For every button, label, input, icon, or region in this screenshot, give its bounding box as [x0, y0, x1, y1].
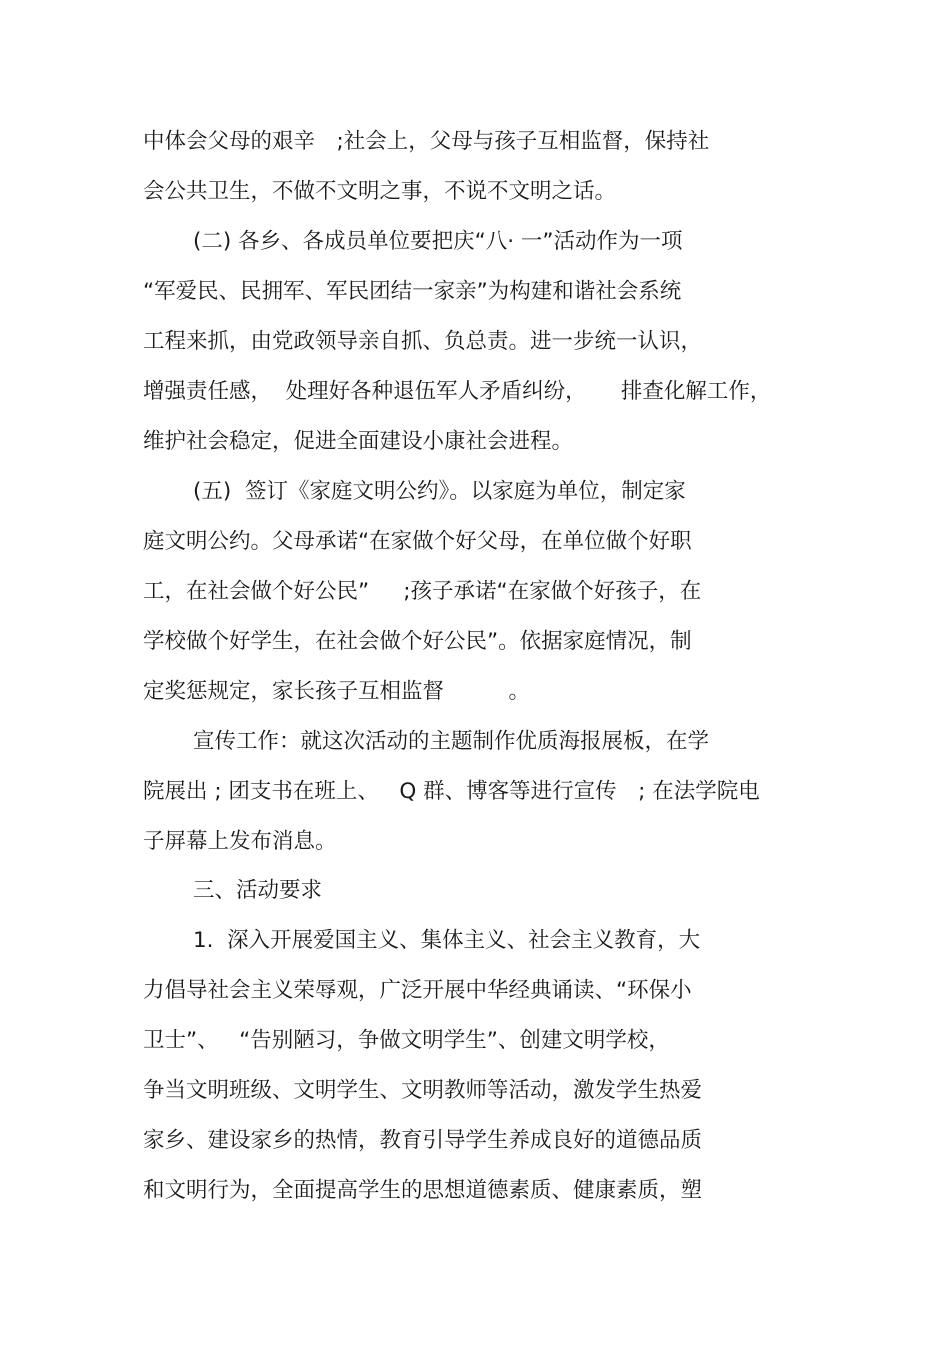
text-line: “军爱民、民拥军、军民团结一家亲”为构建和谐社会系统 — [143, 279, 682, 304]
text-line: 1. 深入开展爱国主义、集体主义、社会主义教育，大 — [193, 928, 701, 953]
text-line: 增强责任感， 处理好各种退伍军人矛盾纠纷， 排查化解工作， — [143, 379, 772, 404]
text-line: 中体会父母的艰辛 ;社会上，父母与孩子互相监督，保持社 — [143, 129, 710, 154]
text-line: 定奖惩规定，家长孩子互相监督 。 — [143, 679, 531, 704]
text-line: 会公共卫生，不做不文明之事，不说不文明之话。 — [143, 179, 617, 204]
text-line: 工，在社会做个好公民” ;孩子承诺“在家做个好孩子，在 — [143, 579, 702, 604]
text-line: 家乡、建设家乡的热情，教育引导学生养成良好的道德品质 — [143, 1128, 703, 1153]
text-line: (二) 各乡、各成员单位要把庆“八· 一”活动作为一项 — [193, 229, 683, 254]
text-line: 和文明行为，全面提高学生的思想道德素质、健康素质，塑 — [143, 1178, 703, 1203]
text-line: 工程来抓，由党政领导亲自抓、负总责。进一步统一认识， — [143, 329, 703, 354]
text-line: 宣传工作：就这次活动的主题制作优质海报展板，在学 — [193, 729, 710, 754]
text-line: 庭文明公约。父母承诺“在家做个好父母，在单位做个好职 — [143, 529, 692, 554]
text-line: 院展出 ; 团支书在班上、 Q 群、博客等进行宣传 ; 在法学院电 — [143, 779, 760, 804]
text-line: 学校做个好学生，在社会做个好公民”。依据家庭情况，制 — [143, 629, 692, 654]
text-line: 卫士”、 “告别陋习，争做文明学生”、创建文明学校， — [143, 1028, 670, 1053]
section-heading: 三、活动要求 — [193, 878, 323, 903]
text-line: 力倡导社会主义荣辱观，广泛开展中华经典诵读、“环保小 — [143, 978, 692, 1003]
text-line: (五) 签订《家庭文明公约》。以家庭为单位，制定家 — [193, 479, 686, 504]
text-line: 维护社会稳定，促进全面建设小康社会进程。 — [143, 429, 574, 454]
text-line: 争当文明班级、文明学生、文明教师等活动，激发学生热爱 — [143, 1078, 703, 1103]
text-line: 子屏幕上发布消息。 — [143, 829, 337, 854]
